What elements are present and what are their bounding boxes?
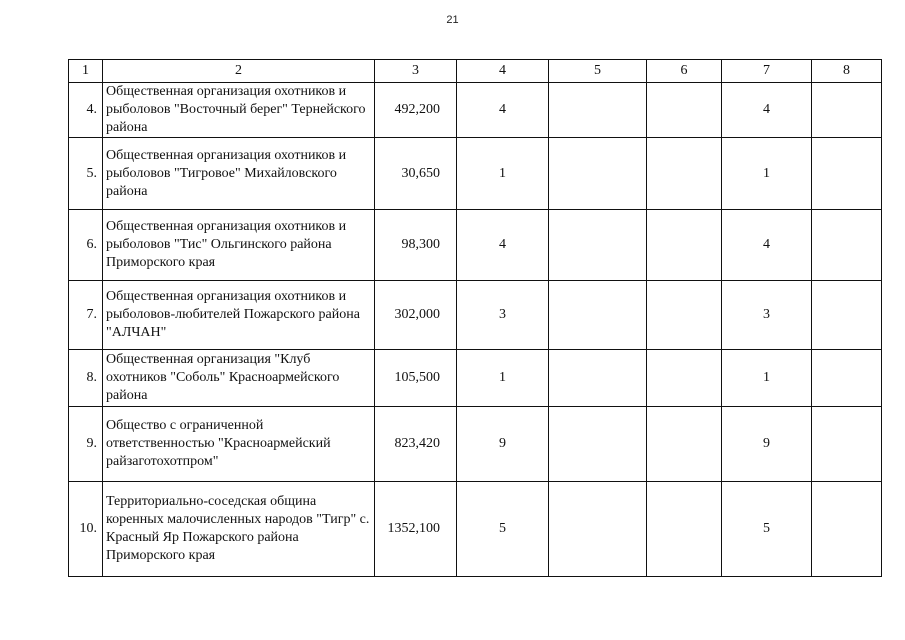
page-number: 21	[446, 14, 459, 26]
col5-value	[549, 482, 647, 577]
column-header: 7	[722, 60, 812, 83]
col5-value	[549, 210, 647, 281]
col4-value: 1	[457, 350, 549, 407]
organization-name: Общественная организация "Клуб охотников "Соболь" Красноармейского района	[103, 350, 375, 407]
organization-name: Общественная организация охотников и рыболовов-любителей Пожарского района "АЛЧАН"	[103, 281, 375, 350]
row-number: 9.	[69, 407, 103, 482]
table-row	[69, 281, 882, 350]
col4-value: 9	[457, 407, 549, 482]
col6-value	[647, 210, 722, 281]
row-number: 10.	[69, 482, 103, 577]
col7-value: 4	[722, 83, 812, 138]
table-row	[69, 350, 882, 407]
col4-value: 4	[457, 210, 549, 281]
area-value: 98,300	[375, 210, 457, 281]
table-header-row	[69, 60, 882, 83]
column-header: 5	[549, 60, 647, 83]
col8-value	[812, 281, 882, 350]
col6-value	[647, 281, 722, 350]
row-number: 6.	[69, 210, 103, 281]
area-value: 492,200	[375, 83, 457, 138]
col5-value	[549, 138, 647, 210]
row-number: 5.	[69, 138, 103, 210]
col8-value	[812, 482, 882, 577]
column-header: 2	[103, 60, 375, 83]
row-number: 8.	[69, 350, 103, 407]
col7-value: 9	[722, 407, 812, 482]
organization-name: Общество с ограниченной ответственностью "Красноармейский райзаготохотпром"	[103, 407, 375, 482]
col8-value	[812, 407, 882, 482]
table-row	[69, 138, 882, 210]
col7-value: 5	[722, 482, 812, 577]
col8-value	[812, 210, 882, 281]
col7-value: 4	[722, 210, 812, 281]
column-header: 3	[375, 60, 457, 83]
col4-value: 4	[457, 83, 549, 138]
column-header: 4	[457, 60, 549, 83]
column-header: 6	[647, 60, 722, 83]
col4-value: 1	[457, 138, 549, 210]
col4-value: 5	[457, 482, 549, 577]
col5-value	[549, 350, 647, 407]
area-value: 302,000	[375, 281, 457, 350]
col7-value: 1	[722, 350, 812, 407]
col7-value: 1	[722, 138, 812, 210]
table-row	[69, 482, 882, 577]
col5-value	[549, 281, 647, 350]
col7-value: 3	[722, 281, 812, 350]
col5-value	[549, 407, 647, 482]
col8-value	[812, 138, 882, 210]
data-table	[68, 59, 882, 577]
organization-name: Общественная организация охотников и рыболовов "Восточный берег" Тернейского района	[103, 83, 375, 138]
col8-value	[812, 83, 882, 138]
organization-name: Общественная организация охотников и рыболовов "Тигровое" Михайловского района	[103, 138, 375, 210]
row-number: 7.	[69, 281, 103, 350]
area-value: 30,650	[375, 138, 457, 210]
row-number: 4.	[69, 83, 103, 138]
col6-value	[647, 83, 722, 138]
column-header: 8	[812, 60, 882, 83]
table-row	[69, 83, 882, 138]
area-value: 1352,100	[375, 482, 457, 577]
table-row	[69, 407, 882, 482]
col6-value	[647, 407, 722, 482]
col4-value: 3	[457, 281, 549, 350]
col6-value	[647, 138, 722, 210]
col8-value	[812, 350, 882, 407]
col6-value	[647, 350, 722, 407]
organization-name: Общественная организация охотников и рыболовов "Тис" Ольгинского района Приморского края	[103, 210, 375, 281]
col5-value	[549, 83, 647, 138]
organization-name: Территориально-соседская община коренных малочисленных народов "Тигр" с. Красный Яр Пожарского района Приморского края	[103, 482, 375, 577]
col6-value	[647, 482, 722, 577]
table-row	[69, 210, 882, 281]
area-value: 105,500	[375, 350, 457, 407]
area-value: 823,420	[375, 407, 457, 482]
column-header: 1	[69, 60, 103, 83]
